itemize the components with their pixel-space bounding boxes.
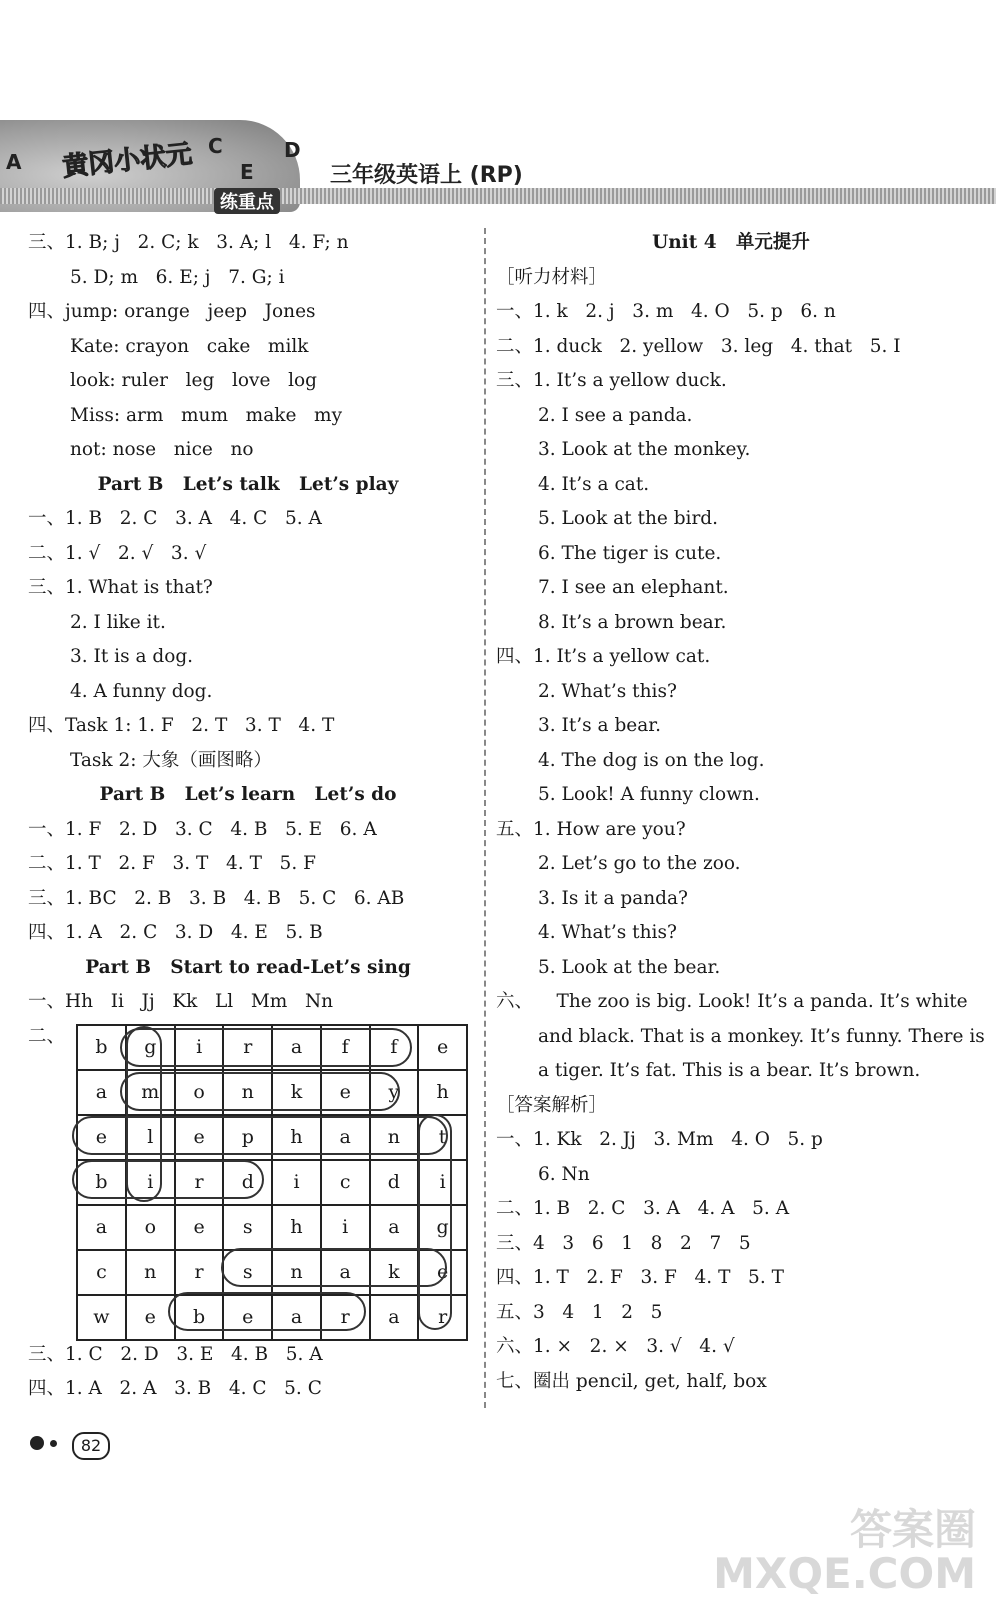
right-answer-line: 6. The tiger is cute. <box>538 542 722 564</box>
series-title: 黄冈小状元 <box>61 139 194 183</box>
page-header <box>0 100 996 220</box>
grid-cell: d <box>370 1160 419 1205</box>
grid-cell: e <box>418 1250 467 1295</box>
grid-cell: h <box>272 1205 321 1250</box>
grid-cell: s <box>223 1250 272 1295</box>
left-answer-line: Part B Let’s talk Let’s play <box>97 473 399 495</box>
grid-cell: t <box>418 1115 467 1160</box>
right-answer-line: and black. That is a monkey. It’s funny. There is <box>538 1025 985 1047</box>
grid-cell: i <box>272 1160 321 1205</box>
grid-cell: l <box>126 1115 175 1160</box>
left-answer-line: Part B Start to read-Let’s sing <box>85 956 411 978</box>
right-answer-line: 5. Look at the bird. <box>538 508 719 529</box>
grid-cell: e <box>175 1115 224 1160</box>
grid-cell: g <box>126 1025 175 1070</box>
right-answer-line: ［听力材料］ <box>496 266 608 288</box>
left-answer-line: 2. I like it. <box>70 611 166 633</box>
grid-cell: h <box>418 1070 467 1115</box>
grid-cell: a <box>77 1205 126 1250</box>
left-answer-line: 一、Hh Ii Jj Kk Ll Mm Nn <box>28 991 334 1012</box>
right-answer-line: 8. It’s a brown bear. <box>538 611 727 633</box>
circled-bird <box>72 1160 264 1199</box>
series-subtitle: 练重点 <box>214 188 280 214</box>
grid-cell: a <box>272 1295 321 1340</box>
grid-row <box>77 1205 467 1250</box>
grid-cell: f <box>321 1025 370 1070</box>
left-answer-line: 四、Task 1: 1. F 2. T 3. T 4. T <box>28 715 335 736</box>
right-answer-line: 三、4 3 6 1 8 2 7 5 <box>496 1232 751 1254</box>
right-answer-line: 3. Look at the monkey. <box>538 439 751 460</box>
header-band <box>0 188 996 204</box>
grid-cell: i <box>126 1160 175 1205</box>
right-answer-line: 五、1. How are you? <box>496 818 686 840</box>
grid-cell: r <box>223 1025 272 1070</box>
circled-bear <box>168 1292 366 1331</box>
grid-cell: e <box>418 1025 467 1070</box>
left-answer-line: Task 2: 大象（画图略） <box>70 749 272 771</box>
page-number: 82 <box>72 1432 110 1460</box>
grid-cell: a <box>272 1025 321 1070</box>
right-answer-line: 4. It’s a cat. <box>538 473 650 495</box>
right-answers <box>496 226 985 1399</box>
right-answer-line: 2. Let’s go to the zoo. <box>538 853 741 874</box>
logo-letter-e: E <box>240 160 254 184</box>
right-answer-line: 五、3 4 1 2 5 <box>496 1301 663 1323</box>
grid-cell: k <box>272 1070 321 1115</box>
right-answer-line: 3. Is it a panda? <box>538 887 688 909</box>
right-answer-line: 4. What’s this? <box>538 922 677 943</box>
grid-cell: n <box>370 1115 419 1160</box>
circled-lion-column <box>126 1026 162 1202</box>
left-answer-line: 一、1. B 2. C 3. A 4. C 5. A <box>28 508 322 529</box>
word-search-label: 二、 <box>28 1025 66 1047</box>
grid-cell: d <box>223 1160 272 1205</box>
grid-cell: e <box>223 1295 272 1340</box>
footer-dot-small <box>50 1440 57 1447</box>
grid-cell: e <box>321 1070 370 1115</box>
left-answer-line: 一、1. F 2. D 3. C 4. B 5. E 6. A <box>28 818 377 840</box>
right-answer-line: 7. I see an elephant. <box>538 577 729 598</box>
left-answer-line: 二、1. T 2. F 3. T 4. T 5. F <box>28 853 316 874</box>
left-answer-line: 3. It is a dog. <box>70 646 194 667</box>
right-answer-line: 3. It’s a bear. <box>538 715 661 736</box>
left-answer-line: 4. A funny dog. <box>70 680 213 702</box>
right-answer-line: 二、1. B 2. C 3. A 4. A 5. A <box>496 1198 790 1219</box>
grid-cell: a <box>77 1070 126 1115</box>
left-column <box>28 226 468 1407</box>
circled-tiger-column <box>418 1114 452 1330</box>
right-answer-line: ［答案解析］ <box>496 1094 608 1116</box>
left-answer-line: Miss: arm mum make my <box>70 404 343 426</box>
right-answer-line: 一、1. Kk 2. Jj 3. Mm 4. O 5. p <box>496 1129 823 1150</box>
grid-cell: e <box>175 1205 224 1250</box>
right-answer-line: 一、1. k 2. j 3. m 4. O 5. p 6. n <box>496 301 836 322</box>
grid-cell: b <box>77 1025 126 1070</box>
right-answer-line: 2. What’s this? <box>538 680 677 702</box>
right-answer-line: 5. Look! A funny clown. <box>538 784 760 805</box>
grid-cell: r <box>175 1160 224 1205</box>
column-divider <box>484 228 486 1408</box>
right-answer-line: 六、 The zoo is big. Look! It’s a panda. It’s white <box>496 991 968 1012</box>
grid-cell: g <box>418 1205 467 1250</box>
right-answer-line: 5. Look at the bear. <box>538 956 721 978</box>
grid-cell: a <box>370 1205 419 1250</box>
grid-cell: m <box>126 1070 175 1115</box>
left-answer-line: 四、jump: orange jeep Jones <box>28 301 316 322</box>
grid-cell: n <box>272 1250 321 1295</box>
right-answer-line: 6. Nn <box>538 1163 590 1185</box>
grid-cell: k <box>370 1250 419 1295</box>
right-answer-line: 4. The dog is on the log. <box>538 749 765 771</box>
grid-cell: i <box>175 1025 224 1070</box>
grid-cell: a <box>321 1115 370 1160</box>
right-answer-line: 七、圈出 pencil, get, half, box <box>496 1370 767 1392</box>
left-answer-line: 三、1. What is that? <box>28 577 213 598</box>
grid-cell: a <box>321 1250 370 1295</box>
grid-cell: r <box>321 1295 370 1340</box>
grid-cell: h <box>272 1115 321 1160</box>
right-answer-line: 二、1. duck 2. yellow 3. leg 4. that 5. I <box>496 335 901 357</box>
right-answer-line: a tiger. It’s fat. This is a bear. It’s brown. <box>538 1060 921 1081</box>
left-answer-line: 三、1. C 2. D 3. E 4. B 5. A <box>28 1343 323 1365</box>
grid-cell: b <box>77 1160 126 1205</box>
grid-cell: p <box>223 1115 272 1160</box>
grid-cell: i <box>418 1160 467 1205</box>
grid-cell: i <box>321 1205 370 1250</box>
grid-cell: o <box>126 1205 175 1250</box>
grid-cell: w <box>77 1295 126 1340</box>
left-answer-line: 四、1. A 2. A 3. B 4. C 5. C <box>28 1378 322 1399</box>
grid-cell: n <box>126 1250 175 1295</box>
grid-cell: e <box>126 1295 175 1340</box>
watermark-logo: 答案圈 MXQE.COM <box>713 1505 976 1598</box>
logo-letter-c: C <box>208 134 223 158</box>
right-answer-line: 三、1. It’s a yellow duck. <box>496 370 727 391</box>
grid-cell: o <box>175 1070 224 1115</box>
right-column <box>496 226 985 1399</box>
grid-cell: c <box>321 1160 370 1205</box>
right-answer-line: Unit 4 单元提升 <box>652 232 810 253</box>
left-answer-line: look: ruler leg love log <box>70 370 317 391</box>
right-answer-line: 2. I see a panda. <box>538 404 693 426</box>
grid-cell: n <box>223 1070 272 1115</box>
grid-cell: a <box>370 1295 419 1340</box>
right-answer-line: 六、1. × 2. × 3. √ 4. √ <box>496 1336 735 1357</box>
right-answer-line: 四、1. T 2. F 3. F 4. T 5. T <box>496 1267 784 1288</box>
left-answer-line: 三、1. BC 2. B 3. B 4. B 5. C 6. AB <box>28 887 405 909</box>
left-answer-line: Kate: crayon cake milk <box>70 335 309 357</box>
grid-cell: e <box>77 1115 126 1160</box>
left-answer-line: 5. D; m 6. E; j 7. G; i <box>70 266 285 288</box>
grid-cell: r <box>418 1295 467 1340</box>
left-answer-line: 三、1. B; j 2. C; k 3. A; l 4. F; n <box>28 232 349 253</box>
footer-dot-large <box>30 1436 44 1450</box>
grid-cell: s <box>223 1205 272 1250</box>
left-answer-line: not: nose nice no <box>70 439 254 460</box>
grid-cell: c <box>77 1250 126 1295</box>
left-answer-line: 四、1. A 2. C 3. D 4. E 5. B <box>28 922 323 943</box>
circled-snake <box>221 1248 447 1287</box>
logo-letter-a: A <box>6 150 22 174</box>
word-search <box>28 1020 468 1338</box>
circled-giraffe <box>120 1028 412 1067</box>
grid-cell: r <box>175 1250 224 1295</box>
left-answer-line: Part B Let’s learn Let’s do <box>99 784 397 805</box>
left-answers <box>28 226 468 1020</box>
grid-cell: b <box>175 1295 224 1340</box>
circled-monkey <box>120 1072 400 1111</box>
document-title: 三年级英语上 (RP) <box>330 163 523 188</box>
logo-letter-d: D <box>284 138 301 162</box>
left-answer-line: 二、1. √ 2. √ 3. √ <box>28 542 207 564</box>
left-answers-after <box>28 1338 468 1407</box>
grid-cell: f <box>370 1025 419 1070</box>
right-answer-line: 四、1. It’s a yellow cat. <box>496 646 711 667</box>
grid-cell: y <box>370 1070 419 1115</box>
